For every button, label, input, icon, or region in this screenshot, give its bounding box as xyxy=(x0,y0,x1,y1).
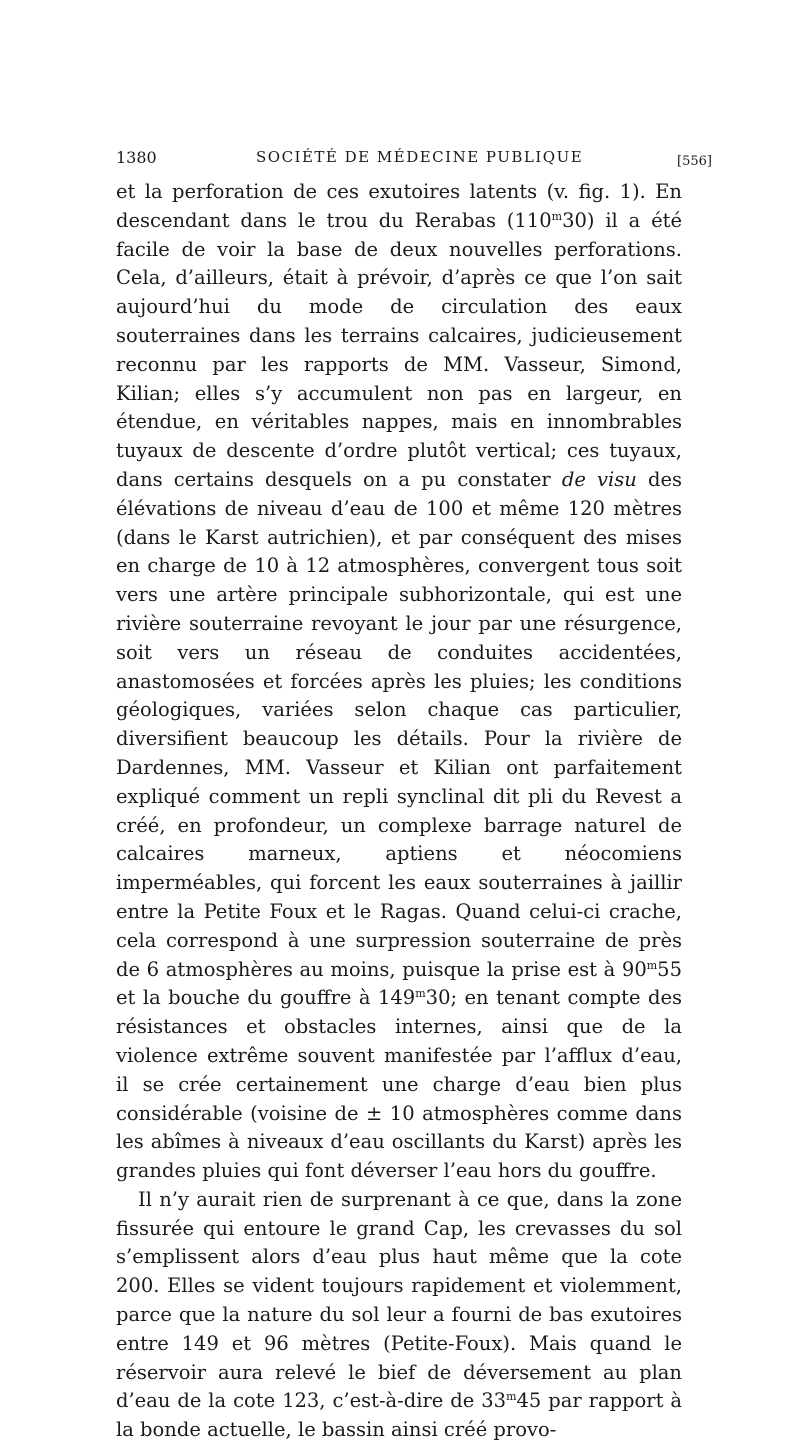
superscript-unit: m xyxy=(646,958,658,972)
body-text xyxy=(116,178,682,1445)
text-run: des élévations de niveau d’eau de 100 et même 120 mètres (dans le Karst autrichien), et par conséquent des mises en charge de 10 à 12 atmosphères, convergent tous soit vers une artère principale subhorizontale, qui est une rivière souterraine revoyant le jour par une résurgence, soit vers un réseau de conduites accidentées, anastomosées et forcées après les pluies; les conditions géologiques, variées selon chaque cas particulier, diversifient beaucoup les détails. Pour la rivière de Dardennes, MM. Vasseur et Kilian ont parfaitement expliqué comment un repli synclinal dit pli du Revest a créé, en profondeur, un complexe barrage naturel de calcaires marneux, aptiens et néocomiens imperméables, qui forcent les eaux souterraines à jaillir entre la Petite Foux et le Ragas. Quand celui-ci crache, cela correspond à une surpression souterraine de près de 6 atmosphères au moins, puisque la prise est à 90 xyxy=(116,467,683,981)
text-run: 45 par rapport à la bonde actuelle, le bassin ainsi créé provo- xyxy=(116,1389,683,1442)
superscript-unit: m xyxy=(506,1390,517,1404)
running-head: SOCIÉTÉ DE MÉDECINE PUBLIQUE xyxy=(256,148,584,166)
text-run: 30) il a été facile de voir la base de deux nouvelles perforations. Cela, d’ailleurs, était à prévoir, d’après ce que l’on sait aujourd’hui du mode de circulation des eaux souterraines dans les terrains calcaires, judicieusement reconnu par les rapports de MM. Vasseur, Simond, Kilian; elles s’y accumulent non pas en largeur, en étendue, en véritables nappes, mais en innombrables tuyaux de descente d’ordre plutôt vertical; ces tuyaux, dans certains desquels on a pu constater xyxy=(116,208,683,491)
superscript-unit: m xyxy=(415,987,426,1001)
italic-phrase: de visu xyxy=(561,467,637,491)
paragraph-2 xyxy=(116,1186,682,1445)
superscript-unit: m xyxy=(551,209,563,223)
folio-number: [556] xyxy=(677,154,712,169)
page-header xyxy=(116,148,712,170)
page-number: 1380 xyxy=(116,148,157,167)
text-run: 30; en tenant compte des résistances et obstacles internes, ainsi que de la violence extrême souvent manifestée par l’afflux d’eau, il se crée certainement une charge d’eau bien plus considérable (voisine de ± 10 atmosphères comme dans les abîmes à niveaux d’eau oscillants du Karst) après les grandes pluies qui font déverser l’eau hors du gouffre. xyxy=(116,986,682,1183)
text-run: et la perforation de ces exutoires latents (v. fig. 1). En descendant dans le trou du Rerabas (110 xyxy=(116,180,682,232)
paragraph-1 xyxy=(116,178,682,1186)
text-run: Il n’y aurait rien de surprenant à ce que, dans la zone fissurée qui entoure le grand Cap, les crevasses du sol s’emplissent alors d’eau plus haut même que la cote 200. Elles se vident toujours rapidement et violemment, parce que la nature du sol leur a fourni de bas exutoires entre 149 et 96 mètres (Petite-Foux). Mais quand le réservoir aura relevé le bief de déversement au plan d’eau de la cote 123, c’est-à-dire de 33 xyxy=(116,1187,682,1413)
text-run: 55 et la bouche du gouffre à 149 xyxy=(116,957,682,1010)
